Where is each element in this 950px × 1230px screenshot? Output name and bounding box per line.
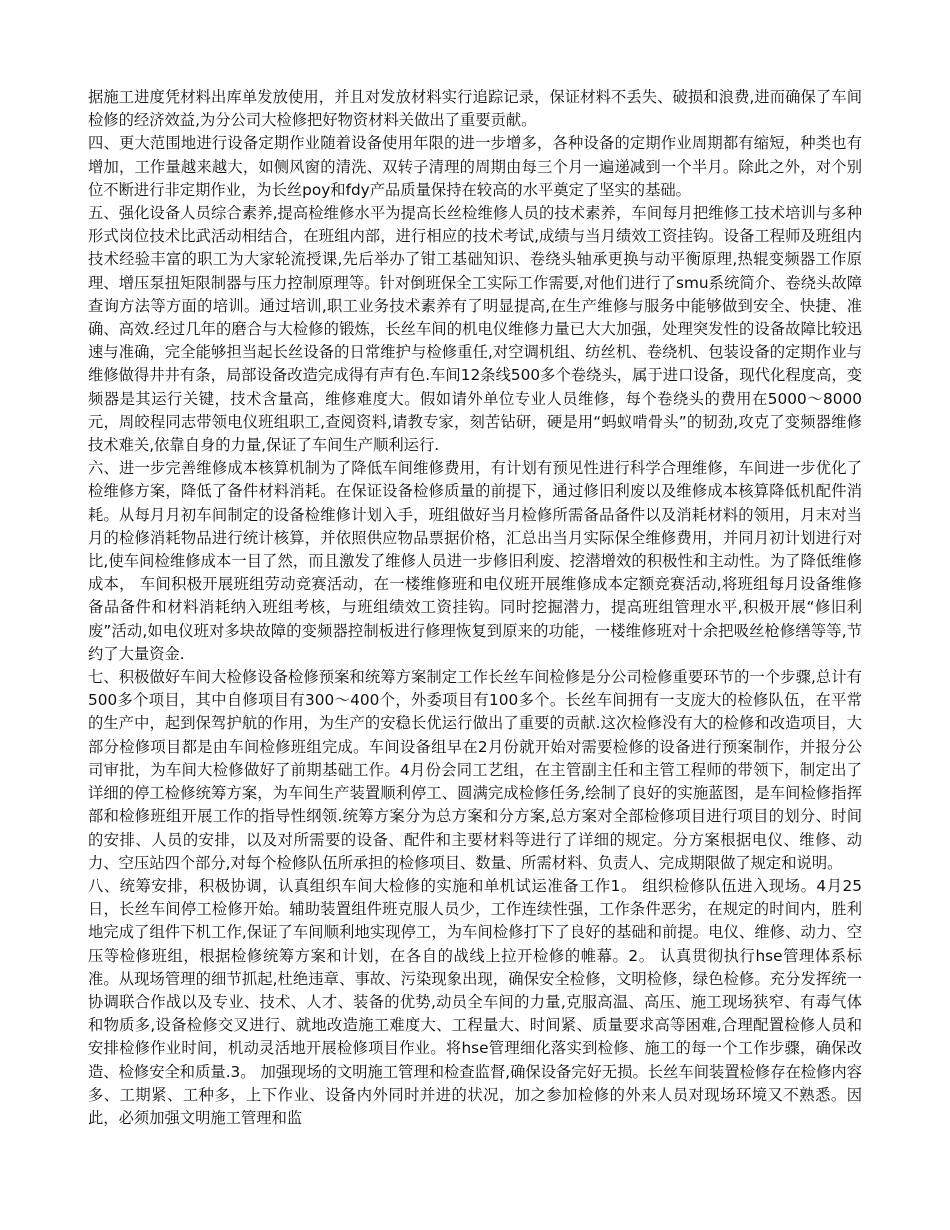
document-body [88, 86, 862, 1130]
paragraph-section-8: 八、统筹安排，积极协调，认真组织车间大检修的实施和单机试运准备工作1。 组织检修队伍进入现场。4月25日，长丝车间停工检修开始。辅助装置组件班克服人员少，工作连续性强，工作条件恶劣，在规定的时间内，胜利地完成了组件下机工作,保证了车间顺利地实现停工，为车间检修打下了良好的基础和前提。电仪、维修、动力、空压等检修班组，根据检修统筹方案和计划，在各自的战线上拉开检修的帷幕。2。 认真贯彻执行hse管理体系标准。从现场管理的细节抓起,杜绝违章、事故、污染现象出现，确保安全检修，文明检修，绿色检修。充分发挥统一协调联合作战以及专业、技术、人才、装备的优势,动员全车间的力量,克服高温、高压、施工现场狭窄、有毒气体和物质多,设备检修交叉进行、就地改造施工难度大、工程量大、时间紧、质量要求高等困难,合理配置检修人员和安排检修作业时间，机动灵活地开展检修项目作业。将hse管理细化落实到检修、施工的每一个工作步骤，确保改造、检修安全和质量.3。 加强现场的文明施工管理和检查监督,确保设备完好无损。长丝车间装置检修存在检修内容多、工期紧、工种多，上下作业、设备内外同时并进的状况，加之参加检修的外来人员对现场环境又不熟悉。因此，必须加强文明施工管理和监 [88, 876, 862, 1127]
paragraph-materials: 据施工进度凭材料出库单发放使用，并且对发放材料实行追踪记录，保证材料不丢失、破损和浪费,进而确保了车间检修的经济效益,为分公司大检修把好物资材料关做出了重要贡献。 [88, 88, 862, 130]
paragraph-section-6: 六、进一步完善维修成本核算机制为了降低车间维修费用，有计划有预见性进行科学合理维修，车间进一步优化了检维修方案，降低了备件材料消耗。在保证设备检修质量的前提下，通过修旧利废以及维修成本核算降低机配件消耗。从每月月初车间制定的设备检维修计划入手，班组做好当月检修所需备品备件以及消耗材料的领用，月末对当月的检修消耗物品进行统计核算，并依照供应物品票据价格，汇总出当月实际保全维修费用，并同月初计划进行对比,使车间检维修成本一目了然，而且激发了维修人员进一步修旧利废、挖潜增效的积极性和主动性。为了降低维修成本， 车间积极开展班组劳动竞赛活动，在一楼维修班和电仪班开展维修成本定额竞赛活动,将班组每月设备维修备品备件和材料消耗纳入班组考核，与班组绩效工资挂钩。同时挖掘潜力，提高班组管理水平,积极开展“修旧利废”活动,如电仪班对多块故障的变频器控制板进行修理恢复到原来的功能，一楼维修班对十余把吸丝枪修缮等等,节约了大量资金. [88, 459, 862, 663]
paragraph-section-4: 四、更大范围地进行设备定期作业随着设备使用年限的进一步增多，各种设备的定期作业周期都有缩短，种类也有增加，工作量越来越大，如侧风窗的清洗、双转子清理的周期由每三个月一遍递减到一个半月。除此之外，对个别位不断进行非定期作业，为长丝poy和fdy产品质量保持在较高的水平奠定了坚实的基础。 [88, 134, 862, 199]
paragraph-section-5: 五、强化设备人员综合素养,提高检维修水平为提高长丝检维修人员的技术素养，车间每月把维修工技术培训与多种形式岗位技术比武活动相结合，在班组内部，进行相应的技术考试,成绩与当月绩效工资挂钩。设备工程师及班组内技术经验丰富的职工为大家轮流授课,先后举办了钳工基础知识、卷绕头轴承更换与动平衡原理,热辊变频器工作原理、增压泵扭矩限制器与压力控制原理等。针对倒班保全工实际工作需要,对他们进行了smu系统简介、卷绕头故障查询方法等方面的培训。通过培训,职工业务技术素养有了明显提高,在生产维修与服务中能够做到安全、快捷、准确、高效.经过几年的磨合与大检修的锻炼，长丝车间的机电仪维修力量已大大加强，处理突发性的设备故障比较迅速与准确，完全能够担当起长丝设备的日常维护与检修重任,对空调机组、纺丝机、卷绕机、包装设备的定期作业与维修做得井井有条，局部设备改造完成得有声有色.车间12条线500多个卷绕头，属于进口设备，现代化程度高，变频器是其运行关键，技术含量高，维修难度大。假如请外单位专业人员维修，每个卷绕头的费用在5000～8000元，周皎程同志带领电仪班组职工,查阅资料,请教专家，刻苦钻研，硬是用“蚂蚁啃骨头”的韧劲,攻克了变频器维修技术难关,依靠自身的力量,保证了车间生产顺利运行. [88, 204, 862, 455]
paragraph-section-7: 七、积极做好车间大检修设备检修预案和统筹方案制定工作长丝车间检修是分公司检修重要环节的一个步骤,总计有500多个项目，其中自修项目有300～400个，外委项目有100多个。长丝车间拥有一支庞大的检修队伍，在平常的生产中，起到保驾护航的作用，为生产的安稳长优运行做出了重要的贡献.这次检修没有大的检修和改造项目，大部分检修项目都是由车间检修班组完成。车间设备组早在2月份就开始对需要检修的设备进行预案制作，并报分公司审批，为车间大检修做好了前期基础工作。4月份会同工艺组，在主管副主任和主管工程师的带领下，制定出了详细的停工检修统筹方案，为车间生产装置顺利停工、圆满完成检修任务,绘制了良好的实施蓝图，是车间检修指挥部和检修班组开展工作的指导性纲领.统筹方案分为总方案和分方案,总方案对全部检修项目进行项目的划分、时间的安排、人员的安排，以及对所需要的设备、配件和主要材料等进行了详细的规定。分方案根据电仪、维修、动力、空压站四个部分,对每个检修队伍所承担的检修项目、数量、所需材料、负责人、完成期限做了规定和说明。 [88, 668, 862, 872]
